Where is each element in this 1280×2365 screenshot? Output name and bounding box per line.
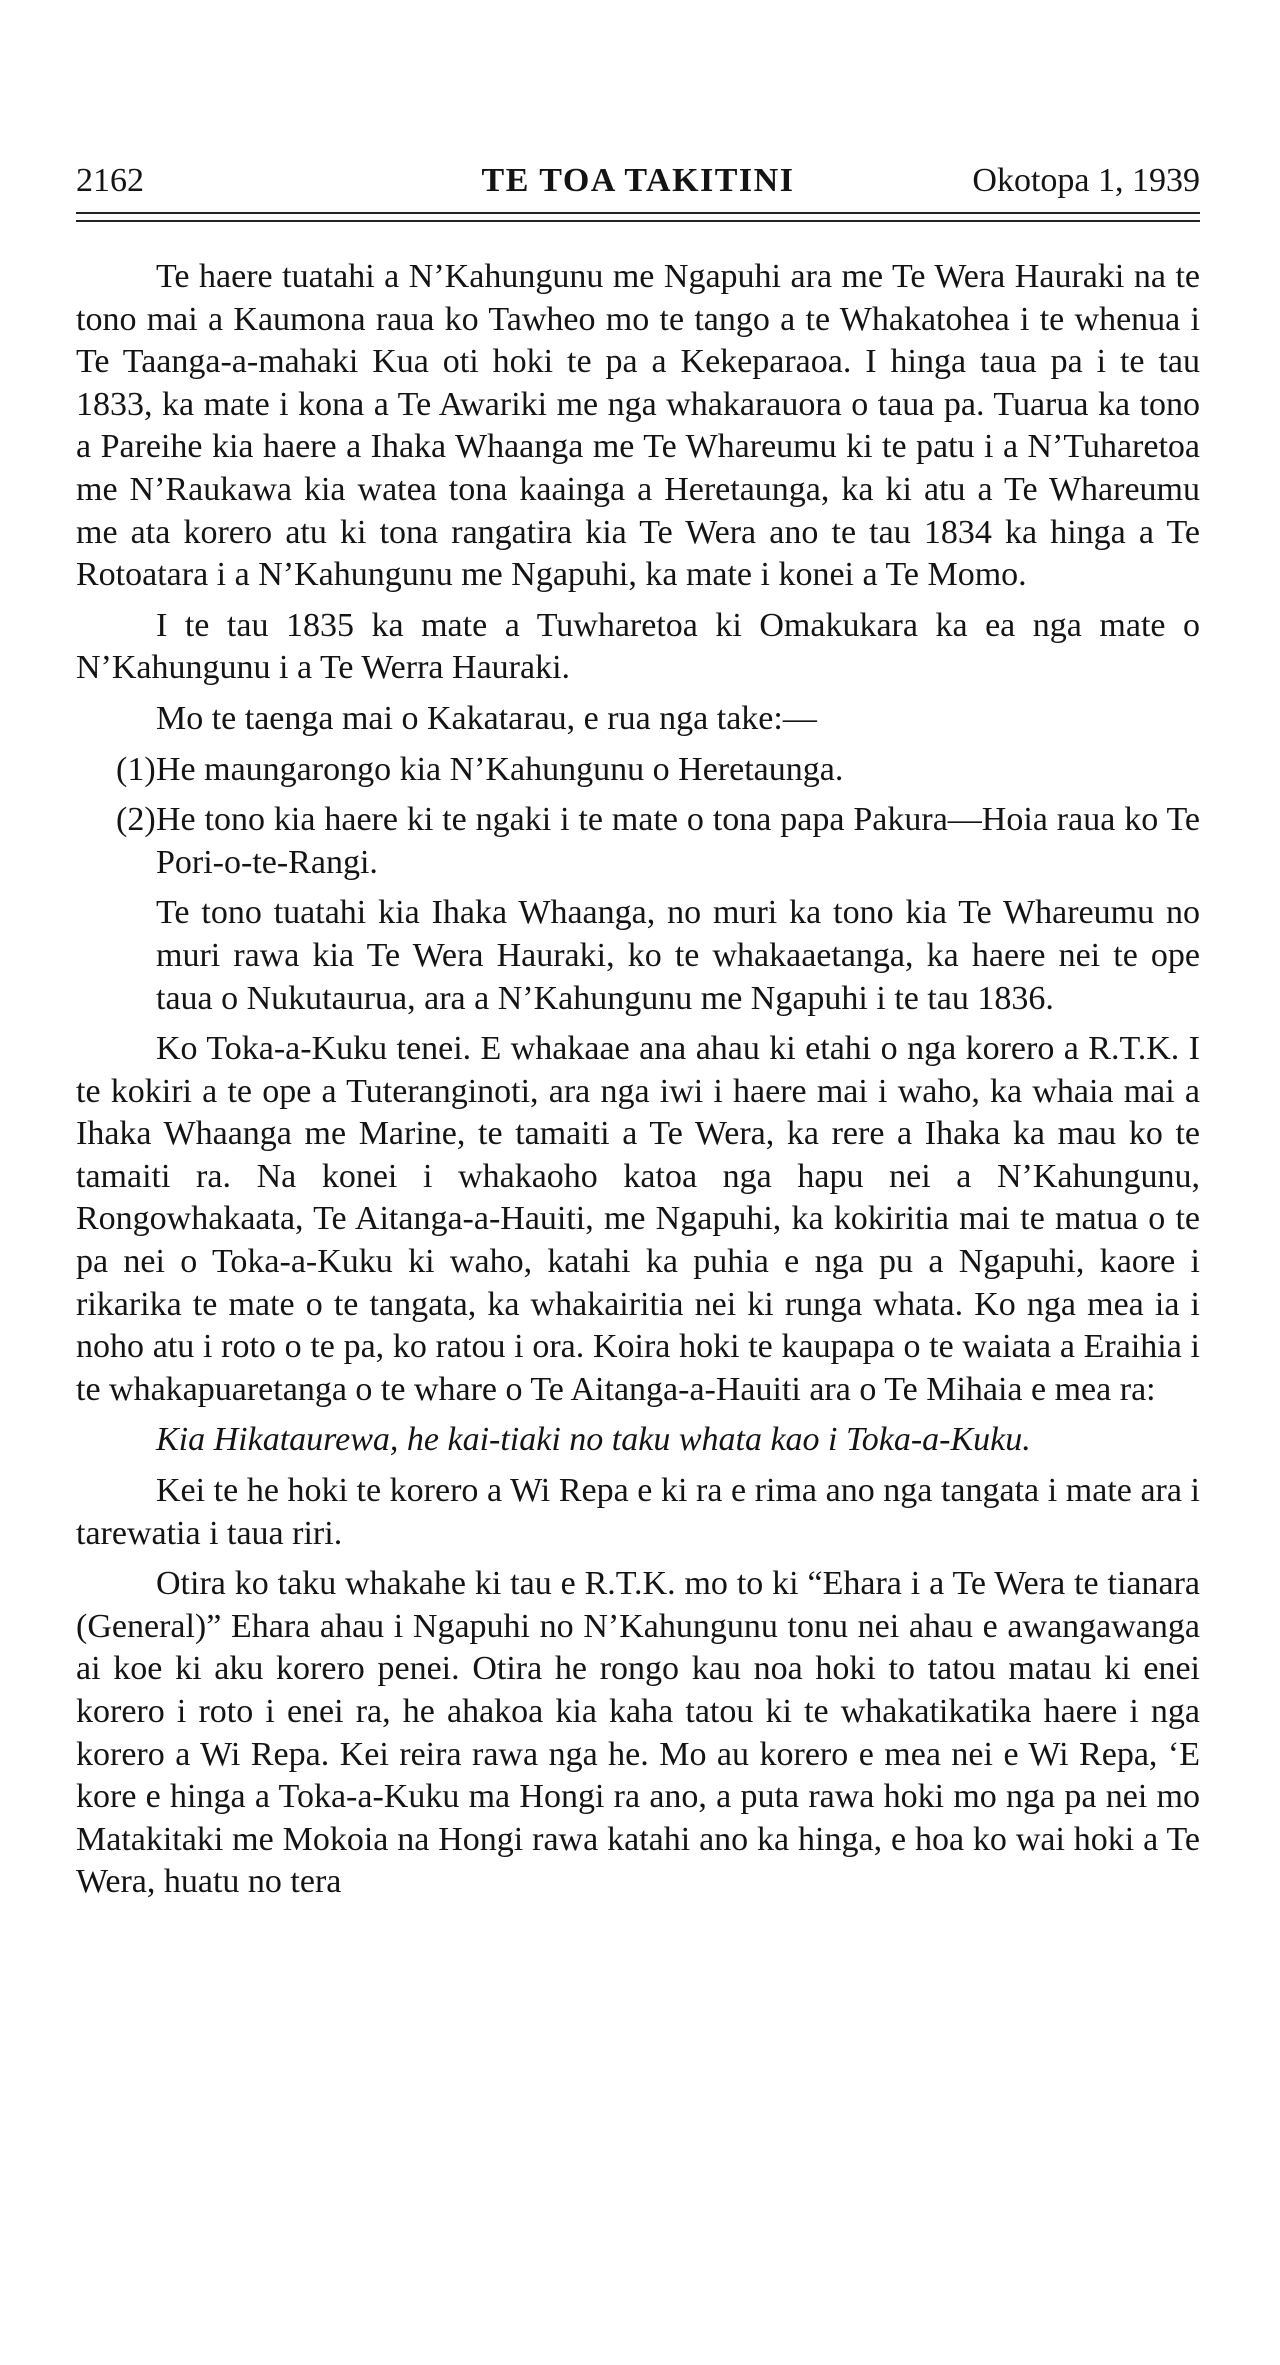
paragraph: Otira ko taku whakahe ki tau e R.T.K. mo to ki “Ehara i a Te Wera te tianara (General)” Ehara ahau i Ngapuhi no N’Kahungunu tonu nei ahau e awangawanga ai koe ki aku korero penei. Otira he rongo kau noa hoki to tatou matau ki enei korero i roto i enei ra, he ahakoa kia kaha tatou ki te whakatikatika haere i nga korero a Wi Repa. Kei reira rawa nga he. Mo au korero e mea nei e Wi Repa, ‘E kore e hinga a Toka-a-Kuku ma Hongi ra ano, a puta rawa hoki mo nga pa nei mo Matakitaki me Mokoia na Hongi rawa katahi ano ka hinga, e hoa ko wai hoki a Te Wera, huatu no tera	[76, 1565, 1200, 1901]
header-rule-bottom	[76, 220, 1200, 222]
list-item	[76, 749, 1200, 792]
list-item-text: He tono kia haere ki te ngaki i te mate o tona papa Pakura—Hoia raua ko Te Pori-o-te-Rangi.	[156, 801, 1200, 881]
paragraph: Te haere tuatahi a N’Kahungunu me Ngapuhi ara me Te Wera Hauraki na te tono mai a Kaumona raua ko Tawheo mo te tango a te Whakatohea i te whenua i Te Taanga-a-mahaki Kua oti hoki te pa a Kekeparaoa. I hinga taua pa i te tau 1833, ka mate i kona a Te Awariki me nga whakarauora o taua pa. Tuarua ka tono a Pareihe kia haere a Ihaka Whaanga me Te Whareumu ki te patu i a N’Tuharetoa me N’Raukawa kia watea tona kaainga a Heretaunga, ka ki atu a Te Whareumu me ata korero atu ki tona rangatira kia Te Wera ano te tau 1834 ka hinga a Te Rotoatara i a N’Kahungunu me Ngapuhi, ka mate i konei a Te Momo.	[76, 258, 1200, 594]
paragraph: I te tau 1835 ka mate a Tuwharetoa ki Omakukara ka ea nga mate o N’Kahungunu i a Te Werra Hauraki.	[76, 606, 1200, 687]
list-item-text: He maungarongo kia N’Kahungunu o Heretaunga.	[156, 750, 844, 788]
article-body	[76, 256, 1200, 1904]
list-item	[76, 799, 1200, 884]
paragraph: Ko Toka-a-Kuku tenei. E whakaae ana ahau ki etahi o nga korero a R.T.K. I te kokiri a te ope a Tuteranginoti, ara nga iwi i haere mai i waho, ka whaia mai a Ihaka Whaanga me Marine, te tamaiti a Te Wera, ka rere a Ihaka ka mau ko te tamaiti ra. Na konei i whakaoho katoa nga hapu nei a N’Kahungunu, Rongowhakaata, Te Aitanga-a-Hauiti, me Ngapuhi, ka kokiritia mai te matua o te pa nei o Toka-a-Kuku ki waho, katahi ka puhia e nga pu a Ngapuhi, kaore i rikarika te mate o te tangata, ka whakairitia nei ki runga whata. Ko nga mea ia i noho atu i roto o te pa, ko ratou i ora. Koira hoki te kaupapa o te waiata a Eraihia i te whakapuaretanga o te whare o Te Aitanga-a-Hauiti ara o Te Mihaia e mea ra:	[76, 1030, 1200, 1408]
verse-quote: Kia Hikataurewa, he kai-tiaki no taku whata kao i Toka-a-Kuku.	[156, 1421, 1031, 1459]
header-rule-top	[76, 212, 1200, 214]
list-item-marker: (2)	[116, 801, 156, 839]
page-number: 2162	[76, 162, 144, 199]
list-item-continuation: Te tono tuatahi kia Ihaka Whaanga, no muri ka tono kia Te Whareumu no muri rawa kia Te Wera Hauraki, ko te whakaaetanga, ka haere nei te ope taua o Nukutaurua, ara a N’Kahungunu me Ngapuhi i te tau 1836.	[156, 894, 1200, 1017]
issue-date: Okotopa 1, 1939	[972, 162, 1200, 199]
paragraph: Kei te he hoki te korero a Wi Repa e ki ra e rima ano nga tangata i mate ara i tarewatia i taua riri.	[76, 1472, 1200, 1552]
paragraph: Mo te taenga mai o Kakatarau, e rua nga take:—	[156, 699, 817, 737]
journal-title: TE TOA TAKITINI	[481, 162, 795, 199]
list-item-marker: (1)	[116, 750, 156, 788]
running-head	[76, 156, 1200, 206]
